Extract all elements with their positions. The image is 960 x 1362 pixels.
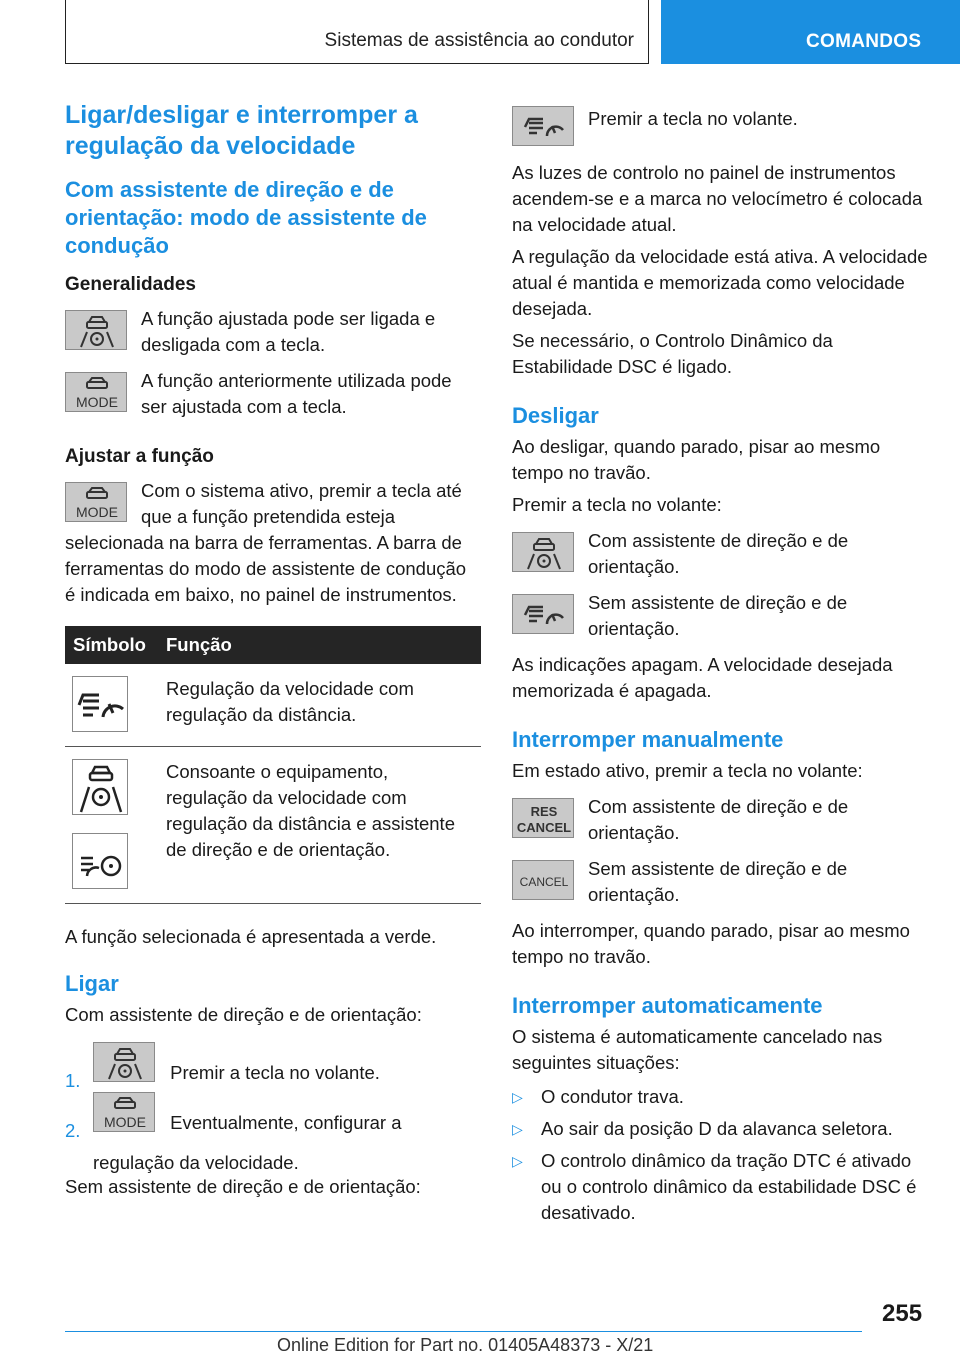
right-column [512, 106, 928, 1232]
ajustar-text: Com o sistema ativo, premir a tecla até que a função pretendida esteja selecionada na barra de ferramentas. A barra de ferramentas do modo de assistente de condução é indicada em baixo, no painel de instrumentos. [65, 480, 467, 605]
gen-item-assist [65, 306, 481, 358]
mode-label: MODE [76, 504, 118, 520]
indicacoes-text: As indicações apagam. A velocidade desejada memorizada é apagada. [512, 654, 893, 701]
sem-assist-intro: Sem assistente de direção e de orientação: [65, 1176, 421, 1197]
bullet-text: Ao sair da posição D da alavanca seletora. [541, 1118, 893, 1139]
table-row [65, 747, 481, 904]
desligar-sem-item [512, 590, 928, 642]
triangle-bullet-icon: ▷ [512, 1153, 523, 1169]
luzes-text: As luzes de controlo no painel de instrumentos acendem-se e a marca no velocímetro é colocada na velocidade atual. [512, 162, 923, 235]
footer-edition: Online Edition for Part no. 01405A48373 - X/21 [277, 1335, 654, 1355]
header-box [65, 0, 649, 64]
table-header-symbol: Símbolo [65, 626, 158, 664]
cancel-label: CANCEL [519, 875, 569, 889]
mode-button-icon [65, 482, 127, 522]
desligar-sem-text: Sem assistente de direção e de orientação. [588, 592, 848, 639]
ajustar-item [65, 478, 481, 608]
page-number: 255 [882, 1300, 923, 1327]
ligar-intro: Com assistente de direção e de orientação: [65, 1004, 422, 1025]
section-title: Sistemas de assistência ao condutor [324, 30, 634, 51]
cancel-label: CANCEL [516, 820, 572, 835]
bullet-text: O condutor trava. [541, 1086, 684, 1107]
cruise-distance-button-icon [512, 594, 574, 634]
cancel-button-icon [512, 860, 574, 900]
bullet-text: O controlo dinâmico da tração DTC é ativado ou o controlo dinâmico da estabilidade DSC é desativado. [541, 1150, 917, 1223]
list-item [512, 1116, 928, 1142]
cruise-distance-icon [72, 676, 128, 732]
dsc-text: Se necessário, o Controlo Dinâmico da Estabilidade DSC é ligado. [512, 330, 833, 377]
triangle-bullet-icon: ▷ [512, 1089, 523, 1105]
auto-heading: Interromper automaticamente [512, 993, 823, 1018]
table-row [65, 664, 481, 747]
list-item [65, 1092, 481, 1173]
manual-com-text: Com assistente de direção e de orientação. [588, 796, 849, 843]
chapter-tab[interactable] [661, 0, 960, 64]
table-cell-symbol [65, 747, 158, 904]
generalidades-heading: Generalidades [65, 274, 196, 295]
triangle-bullet-icon: ▷ [512, 1121, 523, 1137]
auto-bullets [512, 1084, 928, 1226]
selected-note: A função selecionada é apresentada a verde. [65, 926, 437, 947]
desligar-com-text: Com assistente de direção e de orientação. [588, 530, 849, 577]
table-header-function: Função [158, 626, 481, 664]
manual-sem-text: Sem assistente de direção e de orientação. [588, 858, 848, 905]
desligar-heading: Desligar [512, 403, 599, 428]
mode-button-icon [93, 1092, 155, 1132]
steering-assist-button-icon [65, 310, 127, 350]
step-text: Eventualmente, configurar a regulação da velocidade. [93, 1112, 402, 1173]
step-text: Premir a tecla no volante. [170, 1062, 380, 1083]
cruise-distance-button-icon [512, 106, 574, 146]
table-cell-function: Regulação da velocidade com regulação da distância. [158, 664, 481, 747]
desligar-text: Ao desligar, quando parado, pisar ao mesmo tempo no travão. [512, 436, 881, 483]
ajustar-heading: Ajustar a função [65, 446, 214, 467]
chapter-tab-label: COMANDOS [806, 31, 922, 52]
premir-text: Premir a tecla no volante. [588, 108, 798, 129]
auto-text: O sistema é automaticamente cancelado nas seguintes situações: [512, 1026, 883, 1073]
list-item [65, 1042, 481, 1091]
subheading-driving-assistant: Com assistente de direção e de orientação: modo de assistente de condução [65, 177, 427, 258]
list-item [512, 1084, 928, 1110]
ligar-heading: Ligar [65, 971, 119, 996]
gen-item-mode-text: A função anteriormente utilizada pode ser ajustada com a tecla. [141, 370, 452, 417]
mode-label: MODE [76, 394, 118, 410]
desligar-premir: Premir a tecla no volante: [512, 494, 722, 515]
manual-com-item [512, 794, 928, 846]
step-number: 2. [65, 1120, 81, 1141]
gen-item-mode [65, 368, 481, 420]
steering-assist-icon [72, 759, 128, 815]
symbol-table [65, 626, 481, 904]
footer-divider [65, 1331, 862, 1332]
ligar-steps [65, 1042, 481, 1173]
manual-heading: Interromper manualmente [512, 727, 784, 752]
manual-text: Em estado ativo, premir a tecla no volante: [512, 760, 863, 781]
steering-assist-button-icon [93, 1042, 155, 1082]
gen-item-assist-text: A função ajustada pode ser ligada e desligada com a tecla. [141, 308, 436, 355]
cruise-steering-icon [72, 833, 128, 889]
step-number: 1. [65, 1070, 81, 1091]
interromper-parado-text: Ao interromper, quando parado, pisar ao mesmo tempo no travão. [512, 920, 910, 967]
steering-assist-button-icon [512, 532, 574, 572]
mode-button-icon [65, 372, 127, 412]
manual-sem-item [512, 856, 928, 908]
list-item [512, 1148, 928, 1226]
desligar-com-item [512, 528, 928, 580]
table-cell-function: Consoante o equipamento, regulação da velocidade com regulação da distância e assistente de direção e de orientação. [158, 747, 481, 904]
regulacao-text: A regulação da velocidade está ativa. A velocidade atual é mantida e memorizada como velocidade desejada. [512, 246, 928, 319]
left-column [65, 100, 481, 1206]
mode-label: MODE [104, 1114, 146, 1130]
premir-item [512, 106, 928, 150]
table-cell-symbol [65, 664, 158, 747]
main-heading: Ligar/desligar e interromper a regulação da velocidade [65, 101, 418, 160]
res-cancel-button-icon [512, 798, 574, 838]
res-label: RES [530, 804, 558, 819]
